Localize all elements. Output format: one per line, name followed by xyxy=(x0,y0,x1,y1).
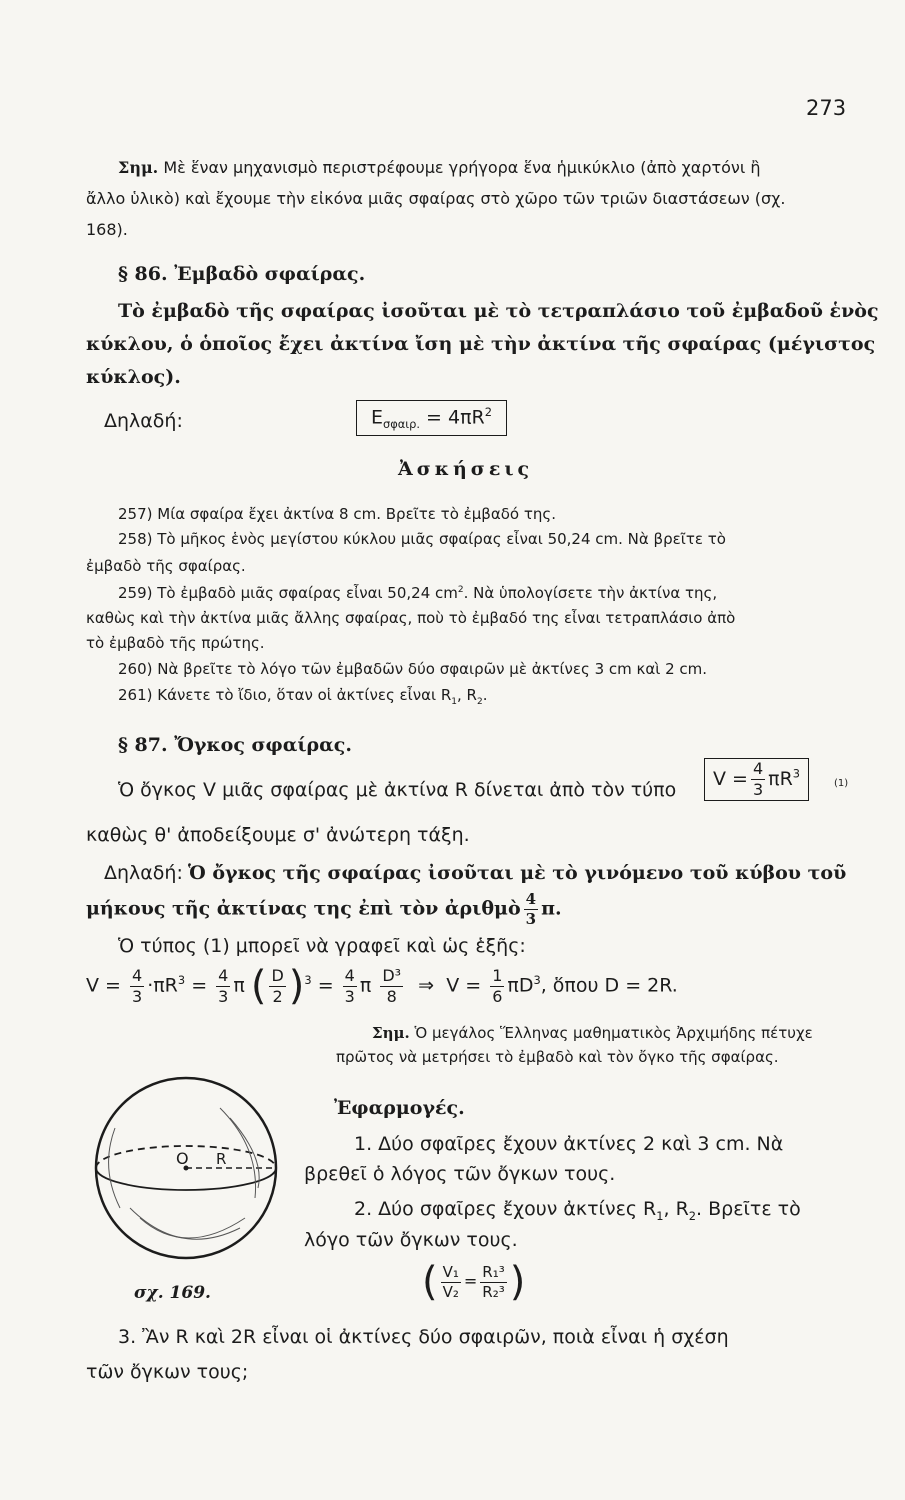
note-2-line-2: πρῶτος νὰ μετρήσει τὸ ἐμβαδὸ καὶ τὸν ὄγκο τῆς σφαίρας. xyxy=(336,1048,779,1066)
section-87-bold-line-2 xyxy=(86,892,562,927)
application-2-line-1 xyxy=(354,1198,801,1223)
exercise-261-post: . xyxy=(482,686,488,704)
derivation-pi-4: π xyxy=(359,974,372,997)
exercise-258-line-1: 258) Τὸ μῆκος ἑνὸς μεγίστου κύκλου μιᾶς σφαίρας εἶναι 50,24 cm. Νὰ βρεῖτε τὸ xyxy=(118,530,726,548)
exercise-261-pre: 261) Κάνετε τὸ ἴδιο, ὅταν οἱ ἀκτίνες εἶναι R xyxy=(118,686,452,704)
section-87-line-3: Ὁ τύπος (1) μπορεῖ νὰ γραφεῖ καὶ ὡς ἑξῆς: xyxy=(118,935,526,957)
derivation-num-6: 1 xyxy=(492,965,503,985)
dilady-label-1: Δηλαδή: xyxy=(104,410,183,432)
hint-frac-1 xyxy=(441,1262,461,1301)
area-formula-e: E xyxy=(371,406,384,429)
derivation-frac-4 xyxy=(343,965,357,1006)
derivation-num-1: 4 xyxy=(132,965,143,985)
derivation-den-2: 3 xyxy=(218,986,229,1006)
volume-formula-exp: 3 xyxy=(792,766,801,781)
derivation-exp-1: 3 xyxy=(177,973,186,988)
application-2-line-2: λόγο τῶν ὄγκων τους. xyxy=(304,1229,518,1251)
derivation-num-3: D xyxy=(271,965,284,985)
note-1-line-3: 168). xyxy=(86,220,128,239)
area-formula-subscript: σφαιρ. xyxy=(383,417,420,432)
section-86-line-2: κύκλου, ὁ ὁποῖος ἔχει ἀκτίνα ἴση μὲ τὴν ἀκτίνα τῆς σφαίρας (μέγιστος xyxy=(86,333,876,355)
section-86-line-3: κύκλος). xyxy=(86,366,181,388)
derivation-arrow: ⇒ xyxy=(418,974,435,997)
application-2-pre: 2. Δύο σφαῖρες ἔχουν ἀκτίνες R xyxy=(354,1198,657,1220)
application-1-line-1: 1. Δύο σφαῖρες ἔχουν ἀκτίνες 2 καὶ 3 cm. Νὰ xyxy=(354,1133,784,1155)
exercise-259-line-1 xyxy=(118,584,717,602)
area-formula-rhs: = 4πR xyxy=(426,406,485,429)
application-2-mid: , R xyxy=(663,1198,689,1220)
page-number: 273 xyxy=(806,96,847,120)
shading-arc-5 xyxy=(109,1128,120,1208)
note-2-label: Σημ. xyxy=(372,1024,410,1042)
figure-caption: σχ. 169. xyxy=(134,1283,211,1303)
sphere-figure xyxy=(70,1068,290,1278)
hint-frac-2 xyxy=(480,1262,506,1301)
center-label: O xyxy=(176,1149,189,1168)
exercise-258-line-2: ἐμβαδὸ τῆς σφαίρας. xyxy=(86,557,246,575)
volume-rule-fraction xyxy=(524,892,538,927)
hint-den-1: V₂ xyxy=(442,1282,459,1301)
exercise-259-exp: 2 xyxy=(457,585,464,595)
application-2-sub-2: 2 xyxy=(688,1208,697,1223)
volume-derivation xyxy=(86,963,678,1009)
hint-num-1: V₁ xyxy=(442,1262,459,1281)
note-1-text-1: Μὲ ἕναν μηχανισμὸ περιστρέφουμε γρήγορα ἕνα ἡμικύκλιο (ἀπὸ χαρτόνι ἢ xyxy=(163,158,761,177)
application-2-hint xyxy=(422,1259,526,1305)
dilady-label-2: Δηλαδή: xyxy=(104,862,183,884)
volume-formula-num: 4 xyxy=(752,759,764,778)
radius-label: R xyxy=(216,1150,227,1168)
volume-formula-fraction xyxy=(751,761,765,798)
equator-front xyxy=(96,1168,276,1190)
exercise-259-line-3: τὸ ἐμβαδὸ τῆς πρώτης. xyxy=(86,634,265,652)
area-formula-exp: 2 xyxy=(484,405,492,419)
derivation-pi-2: π xyxy=(233,974,245,997)
exercise-257: 257) Μία σφαίρα ἔχει ἀκτίνα 8 cm. Βρεῖτε τὸ ἐμβαδό της. xyxy=(118,505,556,523)
volume-formula-pir: πR xyxy=(768,768,793,790)
derivation-den-4: 3 xyxy=(344,986,355,1006)
derivation-frac-6 xyxy=(490,965,504,1006)
section-87-line-1: Ὁ ὄγκος V μιᾶς σφαίρας μὲ ἀκτίνα R δίνεται ἀπὸ τὸν τύπο xyxy=(118,779,677,801)
application-2-post: . Βρεῖτε τὸ xyxy=(696,1198,801,1220)
equation-tag: (1) xyxy=(834,778,849,789)
section-87-bold-line-1 xyxy=(104,862,846,884)
section-86-title: § 86. Ἐμβαδὸ σφαίρας. xyxy=(118,263,366,285)
derivation-den-3: 2 xyxy=(272,986,283,1006)
exercise-259-line-2: καθὼς καὶ τὴν ἀκτίνα μιᾶς ἄλλης σφαίρας, ποὺ τὸ ἐμβαδό της εἶναι τετραπλάσιο ἀπὸ xyxy=(86,609,736,627)
note-2-line-1 xyxy=(372,1024,813,1042)
derivation-exp-6: 3 xyxy=(533,973,541,988)
volume-formula-v: V = xyxy=(713,768,748,790)
derivation-eq-2: = xyxy=(191,974,208,997)
derivation-exp-3: 3 xyxy=(304,973,312,988)
derivation-lparen: ( xyxy=(250,963,267,1009)
section-86-line-1: Τὸ ἐμβαδὸ τῆς σφαίρας ἰσοῦται μὲ τὸ τετραπλάσιο τοῦ ἐμβαδοῦ ἑνὸς xyxy=(118,300,879,322)
derivation-eq-3: = xyxy=(317,974,334,997)
section-87-title: § 87. Ὄγκος σφαίρας. xyxy=(118,734,352,756)
derivation-den-1: 3 xyxy=(132,986,143,1006)
exercise-261-sub-1: 1 xyxy=(451,697,457,707)
derivation-num-4: 4 xyxy=(344,965,355,985)
exercise-261-mid: , R xyxy=(457,686,477,704)
derivation-frac-5 xyxy=(380,965,403,1006)
derivation-term-6: πD xyxy=(507,974,534,997)
exercise-259-pre: 259) Τὸ ἐμβαδὸ μιᾶς σφαίρας εἶναι 50,24 cm xyxy=(118,584,458,602)
volume-rule-end: π. xyxy=(541,897,562,920)
hint-rparen: ) xyxy=(509,1259,526,1305)
exercise-261 xyxy=(118,686,487,707)
hint-lparen: ( xyxy=(422,1259,438,1305)
application-2-sub-1: 1 xyxy=(656,1208,664,1223)
area-formula-box xyxy=(356,400,507,436)
section-87-line-2: καθὼς θ' ἀποδείξουμε σ' ἀνώτερη τάξη. xyxy=(86,824,470,846)
derivation-v: V = xyxy=(86,974,121,997)
hint-eq: = xyxy=(463,1271,478,1291)
application-3-line-1: 3. Ἂν R καὶ 2R εἶναι οἱ ἀκτίνες δύο σφαιρῶν, ποιὰ εἶναι ἡ σχέση xyxy=(118,1326,729,1348)
derivation-num-2: 4 xyxy=(218,965,229,985)
derivation-den-5: 8 xyxy=(386,986,397,1006)
exercises-title: Ἀσκήσεις xyxy=(398,458,534,480)
derivation-v-2: V = xyxy=(446,974,482,997)
derivation-frac-3 xyxy=(269,965,285,1006)
derivation-frac-1 xyxy=(130,965,144,1006)
note-label: Σημ. xyxy=(118,158,159,177)
derivation-rparen: ) xyxy=(288,963,305,1009)
note-1-line-2: ἄλλο ὑλικὸ) καὶ ἔχουμε τὴν εἰκόνα μιᾶς σφαίρας στὸ χῶρο τῶν τριῶν διαστάσεων (σχ. xyxy=(86,189,786,208)
note-1-line-1 xyxy=(118,158,761,177)
derivation-num-5: D³ xyxy=(382,965,402,985)
volume-formula-box xyxy=(704,758,809,801)
applications-title: Ἐφαρμογές. xyxy=(334,1097,465,1119)
hint-den-2: R₂³ xyxy=(482,1282,505,1301)
volume-rule-den: 3 xyxy=(525,910,537,928)
volume-rule-num: 4 xyxy=(525,890,537,908)
exercise-259-post: . Νὰ ὑπολογίσετε τὴν ἀκτίνα της, xyxy=(463,584,718,602)
application-3-line-2: τῶν ὄγκων τους; xyxy=(86,1361,249,1383)
application-1-line-2: βρεθεῖ ὁ λόγος τῶν ὄγκων τους. xyxy=(304,1163,616,1185)
derivation-term-1: ·πR xyxy=(147,974,178,997)
note-2-text-1: Ὁ μεγάλος Ἕλληνας μαθηματικὸς Ἀρχιμήδης πέτυχε xyxy=(414,1024,813,1042)
exercise-260: 260) Νὰ βρεῖτε τὸ λόγο τῶν ἐμβαδῶν δύο σφαιρῶν μὲ ἀκτίνες 3 cm καὶ 2 cm. xyxy=(118,660,708,678)
hint-num-2: R₁³ xyxy=(482,1262,505,1281)
derivation-frac-2 xyxy=(216,965,230,1006)
volume-formula-den: 3 xyxy=(752,780,764,799)
exercise-261-sub-2: 2 xyxy=(476,697,483,707)
volume-rule-text-2: μήκους τῆς ἀκτίνας της ἐπὶ τὸν ἀριθμὸ xyxy=(86,897,521,920)
derivation-den-6: 6 xyxy=(492,986,503,1006)
derivation-end: , ὅπου D = 2R. xyxy=(540,974,678,997)
volume-rule-text-1: Ὁ ὄγκος τῆς σφαίρας ἰσοῦται μὲ τὸ γινόμενο τοῦ κύβου τοῦ xyxy=(187,862,847,884)
